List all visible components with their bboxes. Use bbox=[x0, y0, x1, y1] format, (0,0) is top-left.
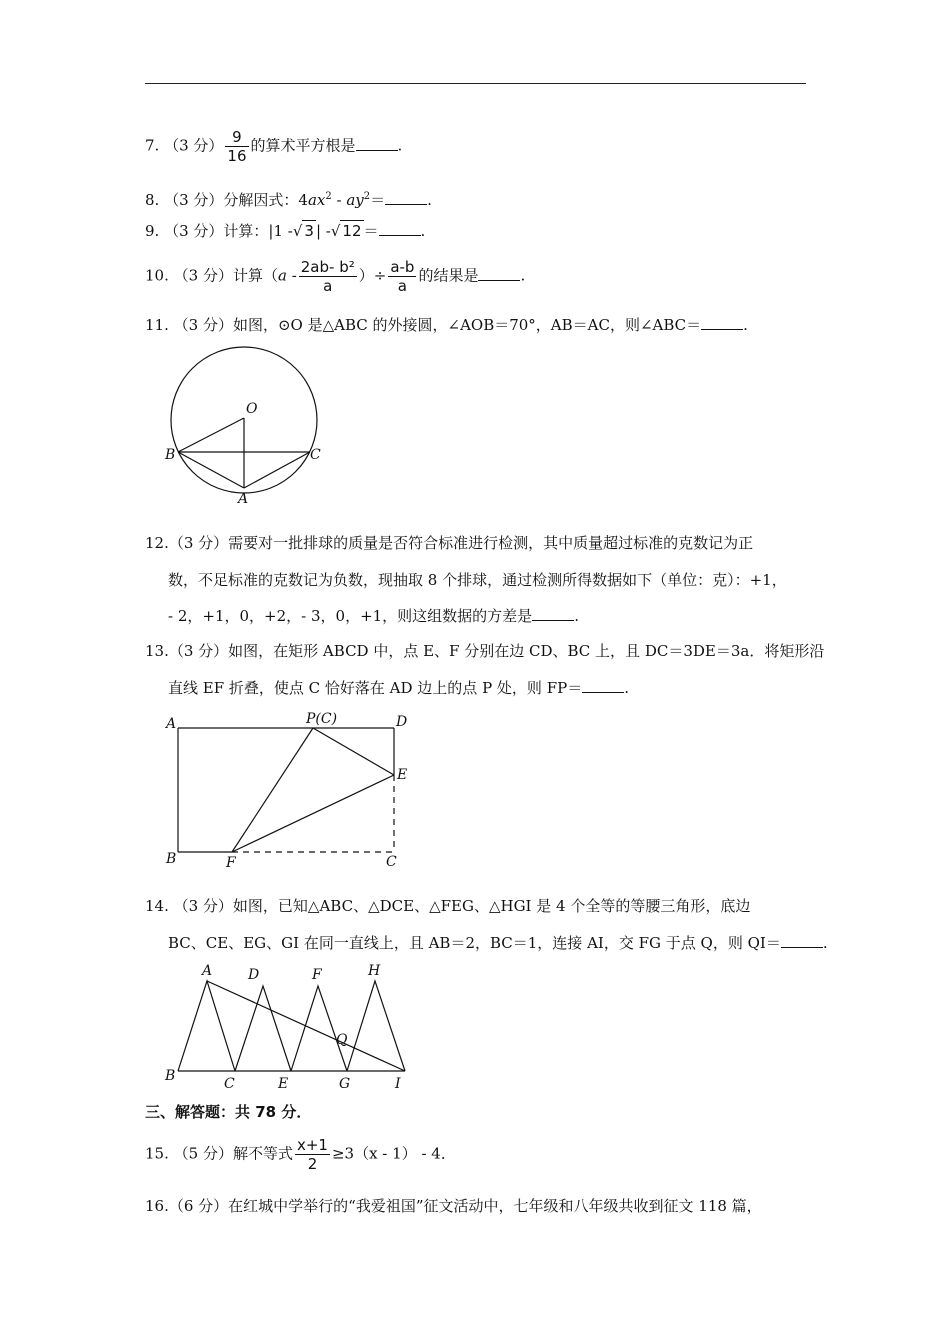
question-score: （3 分） bbox=[164, 191, 224, 209]
answer-blank bbox=[379, 221, 421, 236]
answer-blank bbox=[582, 678, 624, 693]
label-i: I bbox=[395, 1076, 401, 1092]
question-12-line-2: 数，不足标准的克数记为负数，现抽取 8 个排球，通过检测所得数据如下（单位：克）：+1， bbox=[168, 571, 787, 589]
label-g: G bbox=[339, 1076, 351, 1092]
label-f: F bbox=[226, 855, 236, 871]
question-8 bbox=[145, 187, 432, 210]
question-text: | - bbox=[315, 222, 331, 240]
label-o: O bbox=[246, 401, 258, 417]
question-14-line-2 bbox=[168, 933, 828, 953]
fraction-denominator: 16 bbox=[227, 147, 247, 165]
question-15 bbox=[145, 1136, 456, 1173]
expr-term: ay bbox=[346, 191, 364, 209]
question-number: 11. bbox=[145, 316, 169, 334]
question-text: 解不等式 bbox=[232, 1144, 293, 1163]
circle-figure bbox=[160, 350, 340, 510]
radical-sign: √ bbox=[330, 222, 341, 240]
question-text: 直线 EF 折叠，使点 C 恰好落在 AD 边上的点 P 处，则 FP＝ bbox=[168, 679, 583, 697]
question-number: 15. bbox=[145, 1144, 169, 1163]
question-number: 8. bbox=[145, 191, 160, 209]
question-score: （3 分） bbox=[173, 316, 233, 334]
triangle-dce bbox=[235, 986, 291, 1071]
operator: ＝ bbox=[370, 191, 386, 209]
label-b: B bbox=[165, 447, 176, 463]
label-d: D bbox=[248, 967, 260, 983]
fraction bbox=[388, 258, 416, 295]
fraction bbox=[299, 258, 357, 295]
question-score: （3 分） bbox=[164, 222, 224, 240]
segment-ai bbox=[207, 981, 405, 1071]
label-h: H bbox=[368, 963, 381, 979]
question-number: 7. bbox=[145, 136, 160, 155]
question-14-line-1: 14. （3 分）如图，已知△ABC、△DCE、△FEG、△HGI 是 4 个全等的等腰三角形，底边 bbox=[145, 897, 751, 915]
punctuation: . bbox=[624, 679, 629, 697]
question-text: BC、CE、EG、GI 在同一直线上，且 AB＝2，BC＝1，连接 AI，交 FG 于点 Q，则 QI＝ bbox=[168, 934, 781, 952]
punctuation: . bbox=[743, 316, 748, 334]
label-c: C bbox=[386, 854, 397, 870]
fraction-denominator: a bbox=[388, 276, 416, 295]
question-score: （3 分） bbox=[164, 136, 224, 155]
segment-pe bbox=[313, 728, 394, 775]
label-p: P(C) bbox=[306, 711, 338, 727]
label-q: Q bbox=[336, 1032, 348, 1048]
question-number: 10. bbox=[145, 266, 169, 285]
punctuation: . bbox=[822, 934, 828, 952]
question-13-line-1: 13.（3 分）如图，在矩形 ABCD 中，点 E、F 分别在边 CD、BC 上，且 DC＝3DE＝3a．将矩形沿 bbox=[145, 642, 825, 660]
label-c: C bbox=[310, 447, 321, 463]
question-score: （3 分） bbox=[173, 266, 233, 285]
punctuation: . bbox=[520, 266, 526, 285]
question-number: 9. bbox=[145, 222, 160, 240]
question-12-line-3 bbox=[168, 606, 579, 626]
question-13-line-2 bbox=[168, 678, 629, 698]
expr-term: ax bbox=[307, 191, 326, 209]
question-text: - 2，+1，0，+2，- 3，0，+1，则这组数据的方差是 bbox=[168, 607, 533, 625]
fraction-denominator: 2 bbox=[295, 1154, 330, 1173]
section-heading: 三、解答题：共 78 分． bbox=[145, 1103, 312, 1121]
answer-blank bbox=[532, 606, 574, 621]
label-b: B bbox=[166, 851, 177, 867]
fraction-numerator: a-b bbox=[390, 258, 415, 276]
expr-term: a bbox=[277, 266, 287, 285]
fraction-denominator: a bbox=[299, 276, 357, 295]
triangle-abc bbox=[178, 981, 235, 1071]
fraction-numerator: 2ab- b² bbox=[300, 258, 355, 276]
triangles-figure bbox=[160, 960, 420, 1095]
label-a: A bbox=[202, 963, 213, 979]
question-9 bbox=[145, 220, 425, 241]
label-a: A bbox=[238, 491, 249, 507]
label-e: E bbox=[278, 1076, 289, 1092]
fraction-numerator: 9 bbox=[232, 128, 242, 146]
header-rule bbox=[145, 83, 806, 84]
question-12-line-1: 12.（3 分）需要对一批排球的质量是否符合标准进行检测，其中质量超过标准的克数记为正 bbox=[145, 534, 754, 552]
question-text: 的结果是 bbox=[418, 266, 479, 285]
punctuation: . bbox=[427, 191, 432, 209]
fraction bbox=[225, 128, 248, 165]
label-d: D bbox=[396, 714, 408, 730]
label-f: F bbox=[312, 967, 322, 983]
question-16-line-1: 16.（6 分）在红城中学举行的“我爱祖国”征文活动中，七年级和八年级共收到征文 118 篇， bbox=[145, 1197, 762, 1215]
radical-sign: √ bbox=[292, 222, 303, 240]
rectangle-figure bbox=[160, 705, 420, 875]
question-7 bbox=[145, 128, 402, 165]
operator: - bbox=[286, 266, 297, 285]
answer-blank bbox=[356, 136, 398, 151]
answer-blank bbox=[781, 933, 823, 948]
label-b: B bbox=[165, 1068, 176, 1084]
segment-bo bbox=[178, 418, 244, 452]
triangle-feg bbox=[291, 986, 347, 1071]
operator: ）÷ bbox=[358, 266, 387, 285]
segment-ba bbox=[178, 452, 244, 488]
punctuation: . bbox=[397, 136, 403, 155]
question-text: 计算：|1 - bbox=[223, 222, 293, 240]
operator: - bbox=[331, 191, 347, 209]
operator: ＝ bbox=[363, 222, 379, 240]
question-text: ≥3（x - 1） - 4． bbox=[331, 1144, 456, 1163]
question-text: 计算（ bbox=[232, 266, 278, 285]
label-c: C bbox=[224, 1076, 235, 1092]
punctuation: . bbox=[574, 607, 579, 625]
exponent: 2 bbox=[363, 191, 371, 202]
question-11 bbox=[145, 315, 748, 335]
answer-blank bbox=[478, 266, 520, 281]
radicand: 12 bbox=[342, 222, 362, 240]
answer-blank bbox=[385, 190, 427, 205]
label-a: A bbox=[166, 716, 177, 732]
question-text: 分解因式：4 bbox=[223, 191, 308, 209]
fraction bbox=[295, 1136, 330, 1173]
exponent: 2 bbox=[325, 191, 332, 202]
question-text: 的算术平方根是 bbox=[250, 136, 356, 155]
radicand: 3 bbox=[304, 222, 314, 240]
punctuation: . bbox=[420, 222, 426, 240]
question-10 bbox=[145, 258, 525, 295]
fraction-numerator: x+1 bbox=[296, 1136, 328, 1154]
question-text: 如图，⊙O 是△ABC 的外接圆，∠AOB＝70°，AB＝AC，则∠ABC＝ bbox=[232, 316, 702, 334]
label-e: E bbox=[397, 767, 408, 783]
segment-fe bbox=[232, 775, 394, 852]
question-score: （5 分） bbox=[173, 1144, 233, 1163]
answer-blank bbox=[701, 315, 743, 330]
segment-ac bbox=[244, 452, 310, 488]
